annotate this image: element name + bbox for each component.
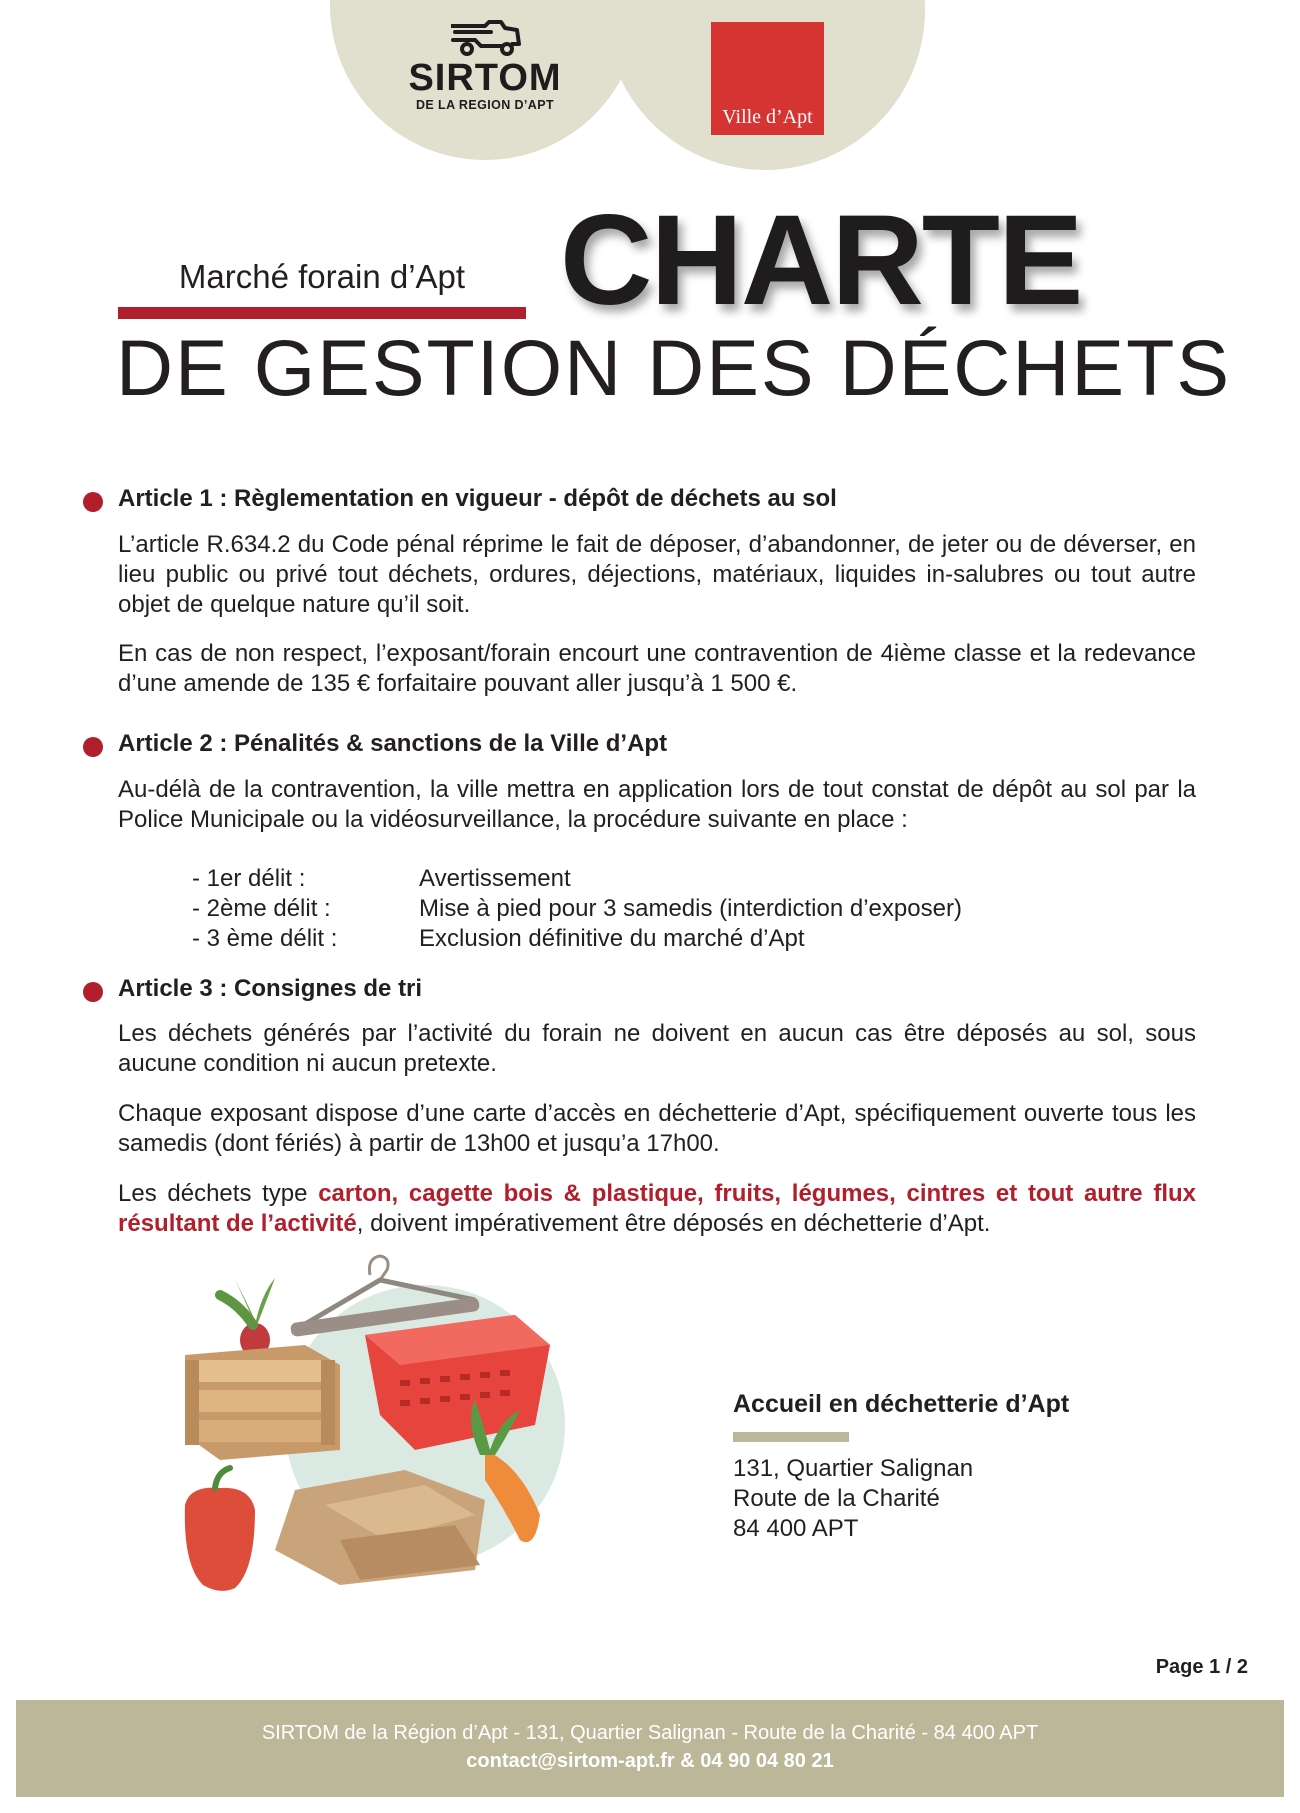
delit-value: Exclusion définitive du marché d’Apt bbox=[419, 925, 805, 952]
ville-apt-logo bbox=[711, 22, 824, 135]
article-1-paragraph-2: En cas de non respect, l’exposant/forain encourt une contravention de 4ième classe et la redevance d’une amende de 135 € forfaitaire pouvant aller jusqu’à 1 500 €. bbox=[118, 640, 1196, 697]
bullet-icon bbox=[83, 737, 103, 757]
main-title: CHARTE bbox=[560, 189, 1082, 332]
accueil-underline bbox=[733, 1432, 849, 1442]
market-label: Marché forain d’Apt bbox=[178, 258, 466, 295]
bullet-icon bbox=[83, 982, 103, 1002]
paragraph-text: , doivent impérativement être déposés en déchetterie d’Apt. bbox=[356, 1210, 991, 1237]
article-3-paragraph-2: Chaque exposant dispose d’une carte d’accès en déchetterie d’Apt, spécifiquement ouverte tous les samedis (dont fériés) à partir de 13h00 et jusqu’a 17h00. bbox=[118, 1100, 1196, 1157]
paragraph-text: Les déchets type bbox=[118, 1180, 319, 1207]
sirtom-logo bbox=[395, 18, 575, 112]
subtitle: DE GESTION DES DÉCHETS bbox=[116, 323, 1232, 412]
article-3-paragraph-1: Les déchets générés par l’activité du forain ne doivent en aucun cas être déposés au sol, sous aucune condition ni aucun pretexte. bbox=[118, 1020, 1196, 1077]
article-2-title: Article 2 : Pénalités & sanctions de la Ville d’Apt bbox=[118, 730, 668, 757]
page-number: Page 1 / 2 bbox=[1155, 1656, 1248, 1678]
truck-icon bbox=[445, 18, 525, 58]
delit-label: - 3 ème délit : bbox=[192, 925, 338, 952]
footer bbox=[16, 1700, 1284, 1797]
delit-value: Avertissement bbox=[419, 865, 571, 892]
article-1-paragraph-1: L’article R.634.2 du Code pénal réprime le fait de déposer, d’abandonner, de jeter ou de déverser, en lieu public ou privé tout déchets, ordures, déjections, matériaux, liquides in-salubres ou tout autre objet de quelque nature qu’il soit. bbox=[118, 531, 1196, 618]
footer-contact: contact@sirtom-apt.fr & 04 90 04 80 21 bbox=[466, 1750, 834, 1772]
article-2-paragraph-1: Au-délà de la contravention, la ville mettra en application lors de tout constat de dépôt au sol par la Police Municipale ou la vidéosurveillance, la procédure suivante en place : bbox=[118, 776, 1196, 833]
pepper-icon bbox=[185, 1468, 255, 1591]
sirtom-subtitle: DE LA REGION D’APT bbox=[416, 98, 554, 112]
delit-label: - 2ème délit : bbox=[192, 895, 331, 922]
footer-address: SIRTOM de la Région d’Apt - 131, Quartier Salignan - Route de la Charité - 84 400 APT bbox=[261, 1722, 1039, 1744]
sirtom-name: SIRTOM bbox=[408, 57, 562, 99]
bullet-icon bbox=[83, 492, 103, 512]
market-underline bbox=[118, 307, 526, 319]
address-line: Route de la Charité bbox=[733, 1485, 940, 1512]
radish-icon bbox=[220, 1278, 275, 1357]
article-1-title: Article 1 : Règlementation en vigueur - dépôt de déchets au sol bbox=[118, 485, 837, 512]
article-3-title: Article 3 : Consignes de tri bbox=[118, 975, 423, 1002]
address-line: 84 400 APT bbox=[733, 1515, 859, 1542]
wooden-crate-icon bbox=[185, 1345, 340, 1460]
accueil-title: Accueil en déchetterie d’Apt bbox=[733, 1390, 1070, 1418]
ville-apt-label: Ville d’Apt bbox=[722, 106, 813, 128]
address-line: 131, Quartier Salignan bbox=[733, 1455, 974, 1482]
delit-value: Mise à pied pour 3 samedis (interdiction d’exposer) bbox=[419, 895, 962, 922]
waste-illustration bbox=[175, 1250, 695, 1610]
highlighted-waste-types: carton, cagette bois & plastique, fruits, légumes, cintres et tout autre flux résultant de l’activité bbox=[118, 1180, 1196, 1237]
delit-label: - 1er délit : bbox=[192, 865, 306, 892]
article-3-paragraph-3 bbox=[118, 1179, 1196, 1239]
